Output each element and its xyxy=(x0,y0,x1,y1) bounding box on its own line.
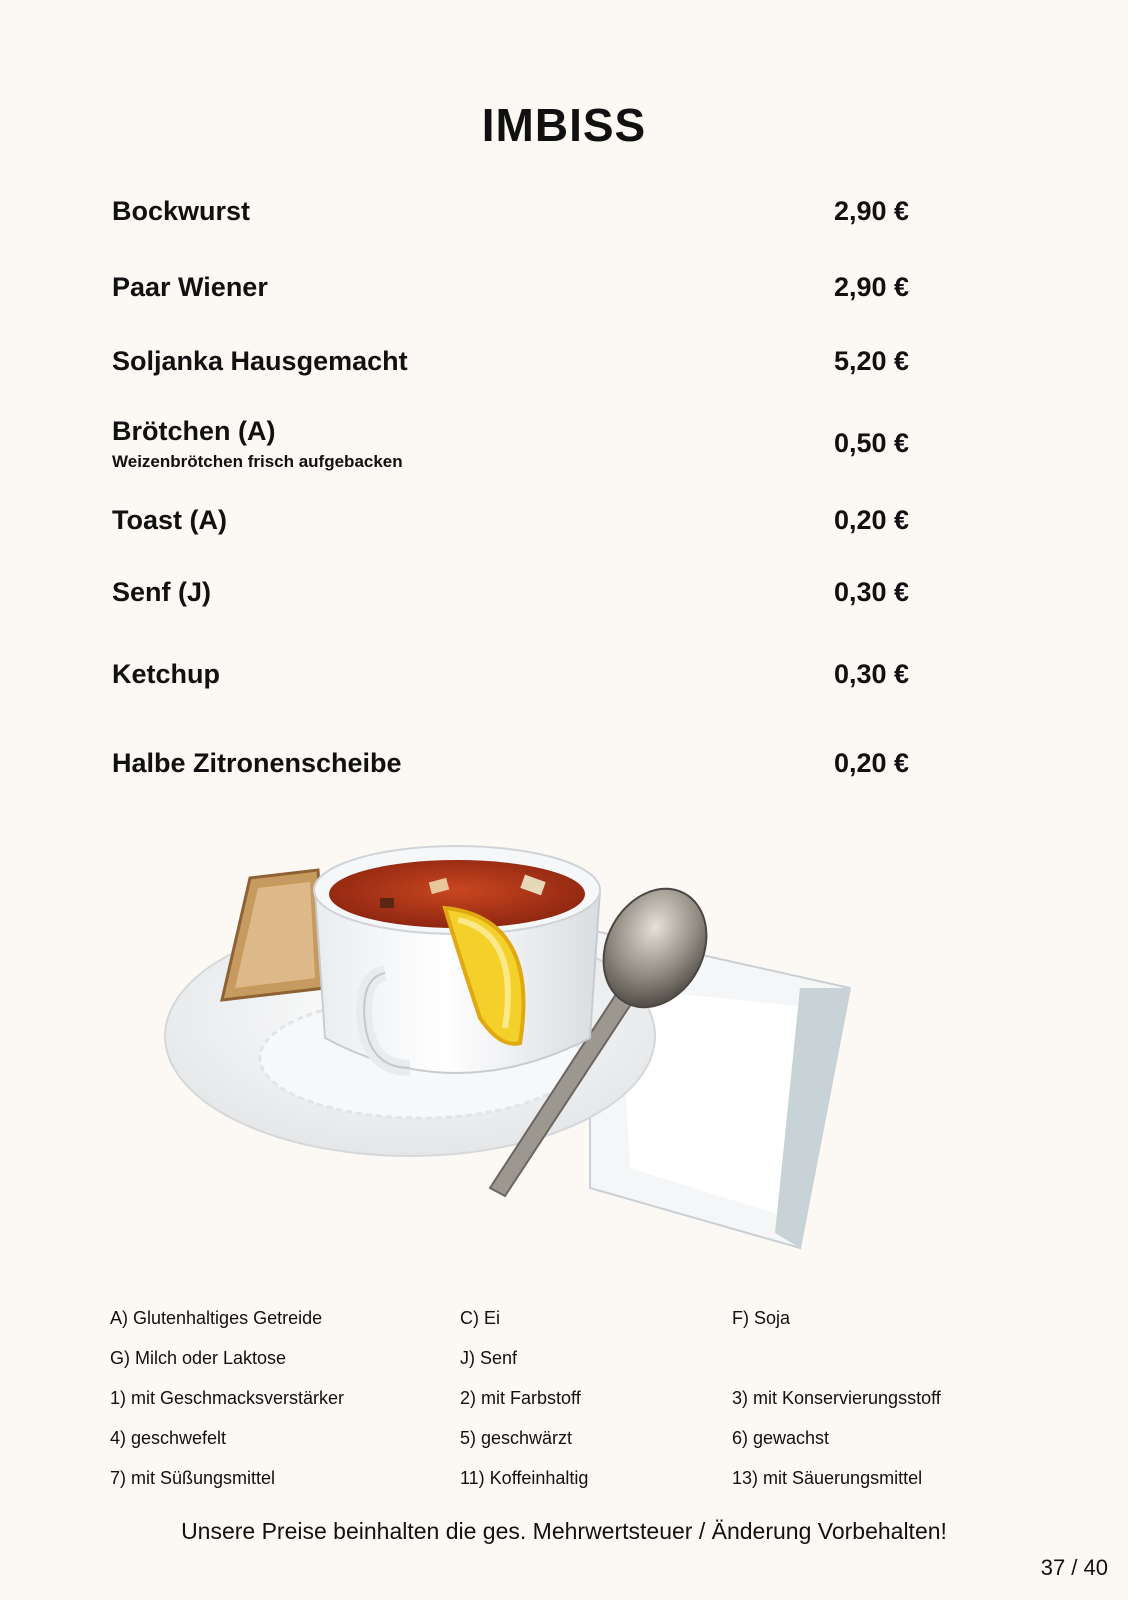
legend-entry: 13) mit Säuerungsmittel xyxy=(732,1468,923,1488)
item-name: Bockwurst xyxy=(112,196,251,226)
soup-photo xyxy=(160,838,880,1278)
legend-row xyxy=(110,1348,1030,1388)
legend-entry: 2) mit Farbstoff xyxy=(460,1388,581,1408)
legend-entry: C) Ei xyxy=(460,1308,500,1328)
item-name: Paar Wiener xyxy=(112,272,268,302)
legend-row xyxy=(110,1428,1030,1468)
item-price: 0,30 € xyxy=(834,659,910,689)
page-title: IMBISS xyxy=(481,99,647,151)
item-price: 2,90 € xyxy=(834,196,910,226)
legend-entry: G) Milch oder Laktose xyxy=(110,1348,287,1368)
legend-entry: 6) gewachst xyxy=(732,1428,830,1448)
item-price: 0,20 € xyxy=(834,748,910,778)
item-name: Senf (J) xyxy=(112,577,212,607)
item-price: 5,20 € xyxy=(834,346,910,376)
item-name: Brötchen (A) xyxy=(112,416,276,446)
legend-entry: F) Soja xyxy=(732,1308,791,1328)
legend-entry: 11) Koffeinhaltig xyxy=(460,1468,589,1488)
legend-row xyxy=(110,1388,1030,1428)
item-price: 2,90 € xyxy=(834,272,910,302)
legend-entry: 5) geschwärzt xyxy=(460,1428,573,1448)
vat-notice: Unsere Preise beinhalten die ges. Mehrwertsteuer / Änderung Vorbehalten! xyxy=(181,1518,947,1544)
legend-entry: 1) mit Geschmacksverstärker xyxy=(110,1388,345,1408)
item-name: Soljanka Hausgemacht xyxy=(112,346,408,376)
item-name: Toast (A) xyxy=(112,505,227,535)
allergen-legend xyxy=(110,1308,1030,1508)
legend-entry: 7) mit Süßungsmittel xyxy=(110,1468,276,1488)
page-number: 37 / 40 xyxy=(1040,1555,1108,1580)
legend-entry: 3) mit Konservierungsstoff xyxy=(732,1388,941,1408)
toast-slice xyxy=(222,870,325,1000)
item-name: Halbe Zitronenscheibe xyxy=(112,748,402,778)
legend-entry: A) Glutenhaltiges Getreide xyxy=(110,1308,323,1328)
item-name: Ketchup xyxy=(112,659,220,689)
item-price: 0,30 € xyxy=(834,577,910,607)
legend-row xyxy=(110,1468,1030,1508)
item-description: Weizenbrötchen frisch aufgebacken xyxy=(112,452,403,471)
legend-row xyxy=(110,1308,1030,1348)
item-price: 0,50 € xyxy=(834,428,910,458)
item-price: 0,20 € xyxy=(834,505,910,535)
legend-entry: 4) geschwefelt xyxy=(110,1428,227,1448)
soup-cup xyxy=(314,846,600,1073)
legend-entry: J) Senf xyxy=(460,1348,518,1368)
